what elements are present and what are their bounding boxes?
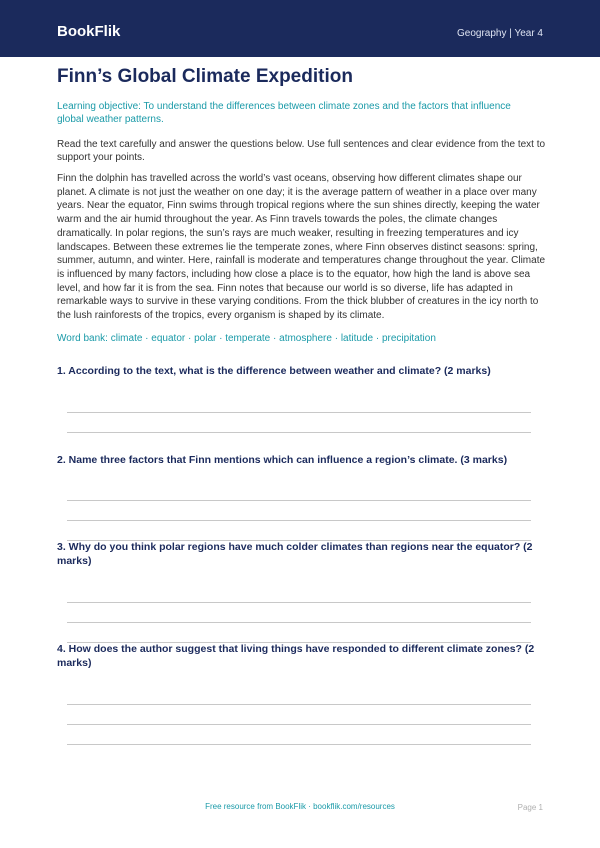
question-3: 3. Why do you think polar regions have much colder climates than regions near the equator? (2 marks): [57, 541, 533, 567]
reading-passage: Finn the dolphin has travelled across the world’s vast oceans, observing how different climates shape our planet. A climate is not just the weather on one day; it is the average pattern of weather in a place over many years. Near the equator, Finn swims through tropical regions where the sun shines directly, keeping the water warm and the air humid throughout the year. As Finn travels towards the poles, the climate changes dramatically. In polar regions, the sun’s rays are much weaker, resulting in freezing temperatures and icy landscapes. Between these extremes lie the temperate zones, where Finn observes distinct seasons: spring, summer, autumn, and winter. Here, rainfall is moderate and temperatures change throughout the year. Climate is influenced by many factors, including how close a place is to the equator, how high the land is above sea level, and how far it is from the sea. Finn notes that because our world is so diverse, life has adapted in remarkable ways to survive in these varying conditions. From the thick blubber of creatures in the icy north to the lush rainforests of the tropics, every organism is shaped by its climate.: [57, 173, 546, 322]
subject-year-label: Geography | Year 4: [457, 28, 543, 39]
brand-logo-text: BookFlik: [57, 23, 121, 40]
instructions: Read the text carefully and answer the questions below. Use full sentences and clear evidence from the text to support your points.: [57, 139, 546, 163]
word-bank: Word bank: climate · equator · polar · temperate · atmosphere · latitude · precipitation: [57, 333, 436, 344]
page-header: [0, 0, 600, 57]
answer-line[interactable]: [67, 622, 531, 623]
question-2: 2. Name three factors that Finn mentions which can influence a region’s climate. (3 marks): [57, 454, 508, 466]
footer-credit: Free resource from BookFlik · bookflik.com/resources: [205, 802, 395, 811]
answer-line[interactable]: [67, 602, 531, 603]
answer-line[interactable]: [67, 500, 531, 501]
answer-line[interactable]: [67, 520, 531, 521]
answer-line[interactable]: [67, 704, 531, 705]
answer-line[interactable]: [67, 744, 531, 745]
question-4: 4. How does the author suggest that living things have responded to different climate zones? (2 marks): [57, 643, 535, 669]
learning-objective: Learning objective: To understand the differences between climate zones and the factors that influence global weather patterns.: [57, 101, 511, 125]
question-1: 1. According to the text, what is the difference between weather and climate? (2 marks): [57, 365, 491, 377]
answer-line[interactable]: [67, 724, 531, 725]
answer-line[interactable]: [67, 412, 531, 413]
page-number: Page 1: [517, 803, 543, 812]
page-title: Finn’s Global Climate Expedition: [57, 66, 353, 87]
answer-line[interactable]: [67, 432, 531, 433]
